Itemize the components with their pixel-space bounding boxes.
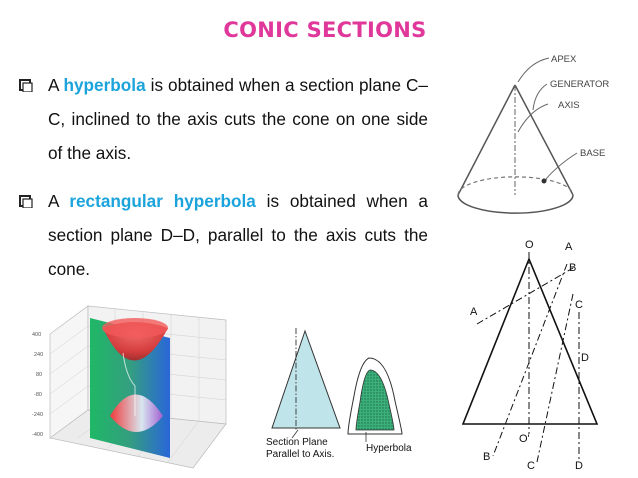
plot-tick: 80	[36, 372, 43, 378]
label-b-top: B	[569, 262, 577, 274]
axis-label: AXIS	[558, 100, 580, 111]
plot-tick: 240	[34, 352, 44, 358]
bullet-prefix: A	[48, 191, 70, 211]
label-c-mid: C	[575, 299, 583, 311]
label-c-bottom: C	[527, 460, 535, 472]
bullet-rest: is obtained when a section plane C–C, inclined to the axis cuts the cone on one side of the axis.	[48, 75, 428, 163]
page-title: CONIC SECTIONS	[223, 18, 427, 42]
bullet-rest: is obtained when a section plane D–D, parallel to the axis cuts the cone.	[48, 191, 428, 279]
plot-tick: -240	[32, 412, 44, 418]
bullet-icon	[18, 194, 34, 208]
generator-label: GENERATOR	[550, 79, 610, 90]
cone-diagram	[440, 40, 635, 225]
label-d-bottom: D	[575, 460, 583, 472]
triangle-section-diagram	[455, 234, 635, 478]
hyperboloid-3d-plot	[28, 298, 238, 476]
section-plane-figure	[262, 326, 422, 466]
label-o-bottom: O'	[519, 433, 530, 445]
label-a-top: A	[565, 241, 573, 253]
plot-tick: -80	[34, 392, 42, 398]
bullet-text-hyperbola	[48, 68, 428, 170]
keyword-rectangular-hyperbola: rectangular hyperbola	[69, 191, 256, 211]
plot-tick: 400	[32, 332, 42, 338]
bullet-text-rectangular-hyperbola	[48, 184, 428, 286]
label-a-left: A	[470, 306, 478, 318]
keyword-hyperbola: hyperbola	[63, 75, 146, 95]
apex-label: APEX	[551, 54, 577, 65]
label-d-right: D	[581, 352, 589, 364]
bullet-prefix: A	[48, 75, 64, 95]
parallel-to-axis-caption: Parallel to Axis.	[266, 449, 335, 460]
section-plane-caption: Section Plane	[266, 437, 328, 448]
label-o-top: O	[525, 239, 534, 251]
bullet-icon	[18, 78, 34, 92]
base-label: BASE	[580, 148, 606, 159]
hyperbola-caption: Hyperbola	[366, 443, 412, 454]
label-b-bottom: B	[483, 451, 491, 463]
plot-tick: -400	[32, 432, 44, 438]
